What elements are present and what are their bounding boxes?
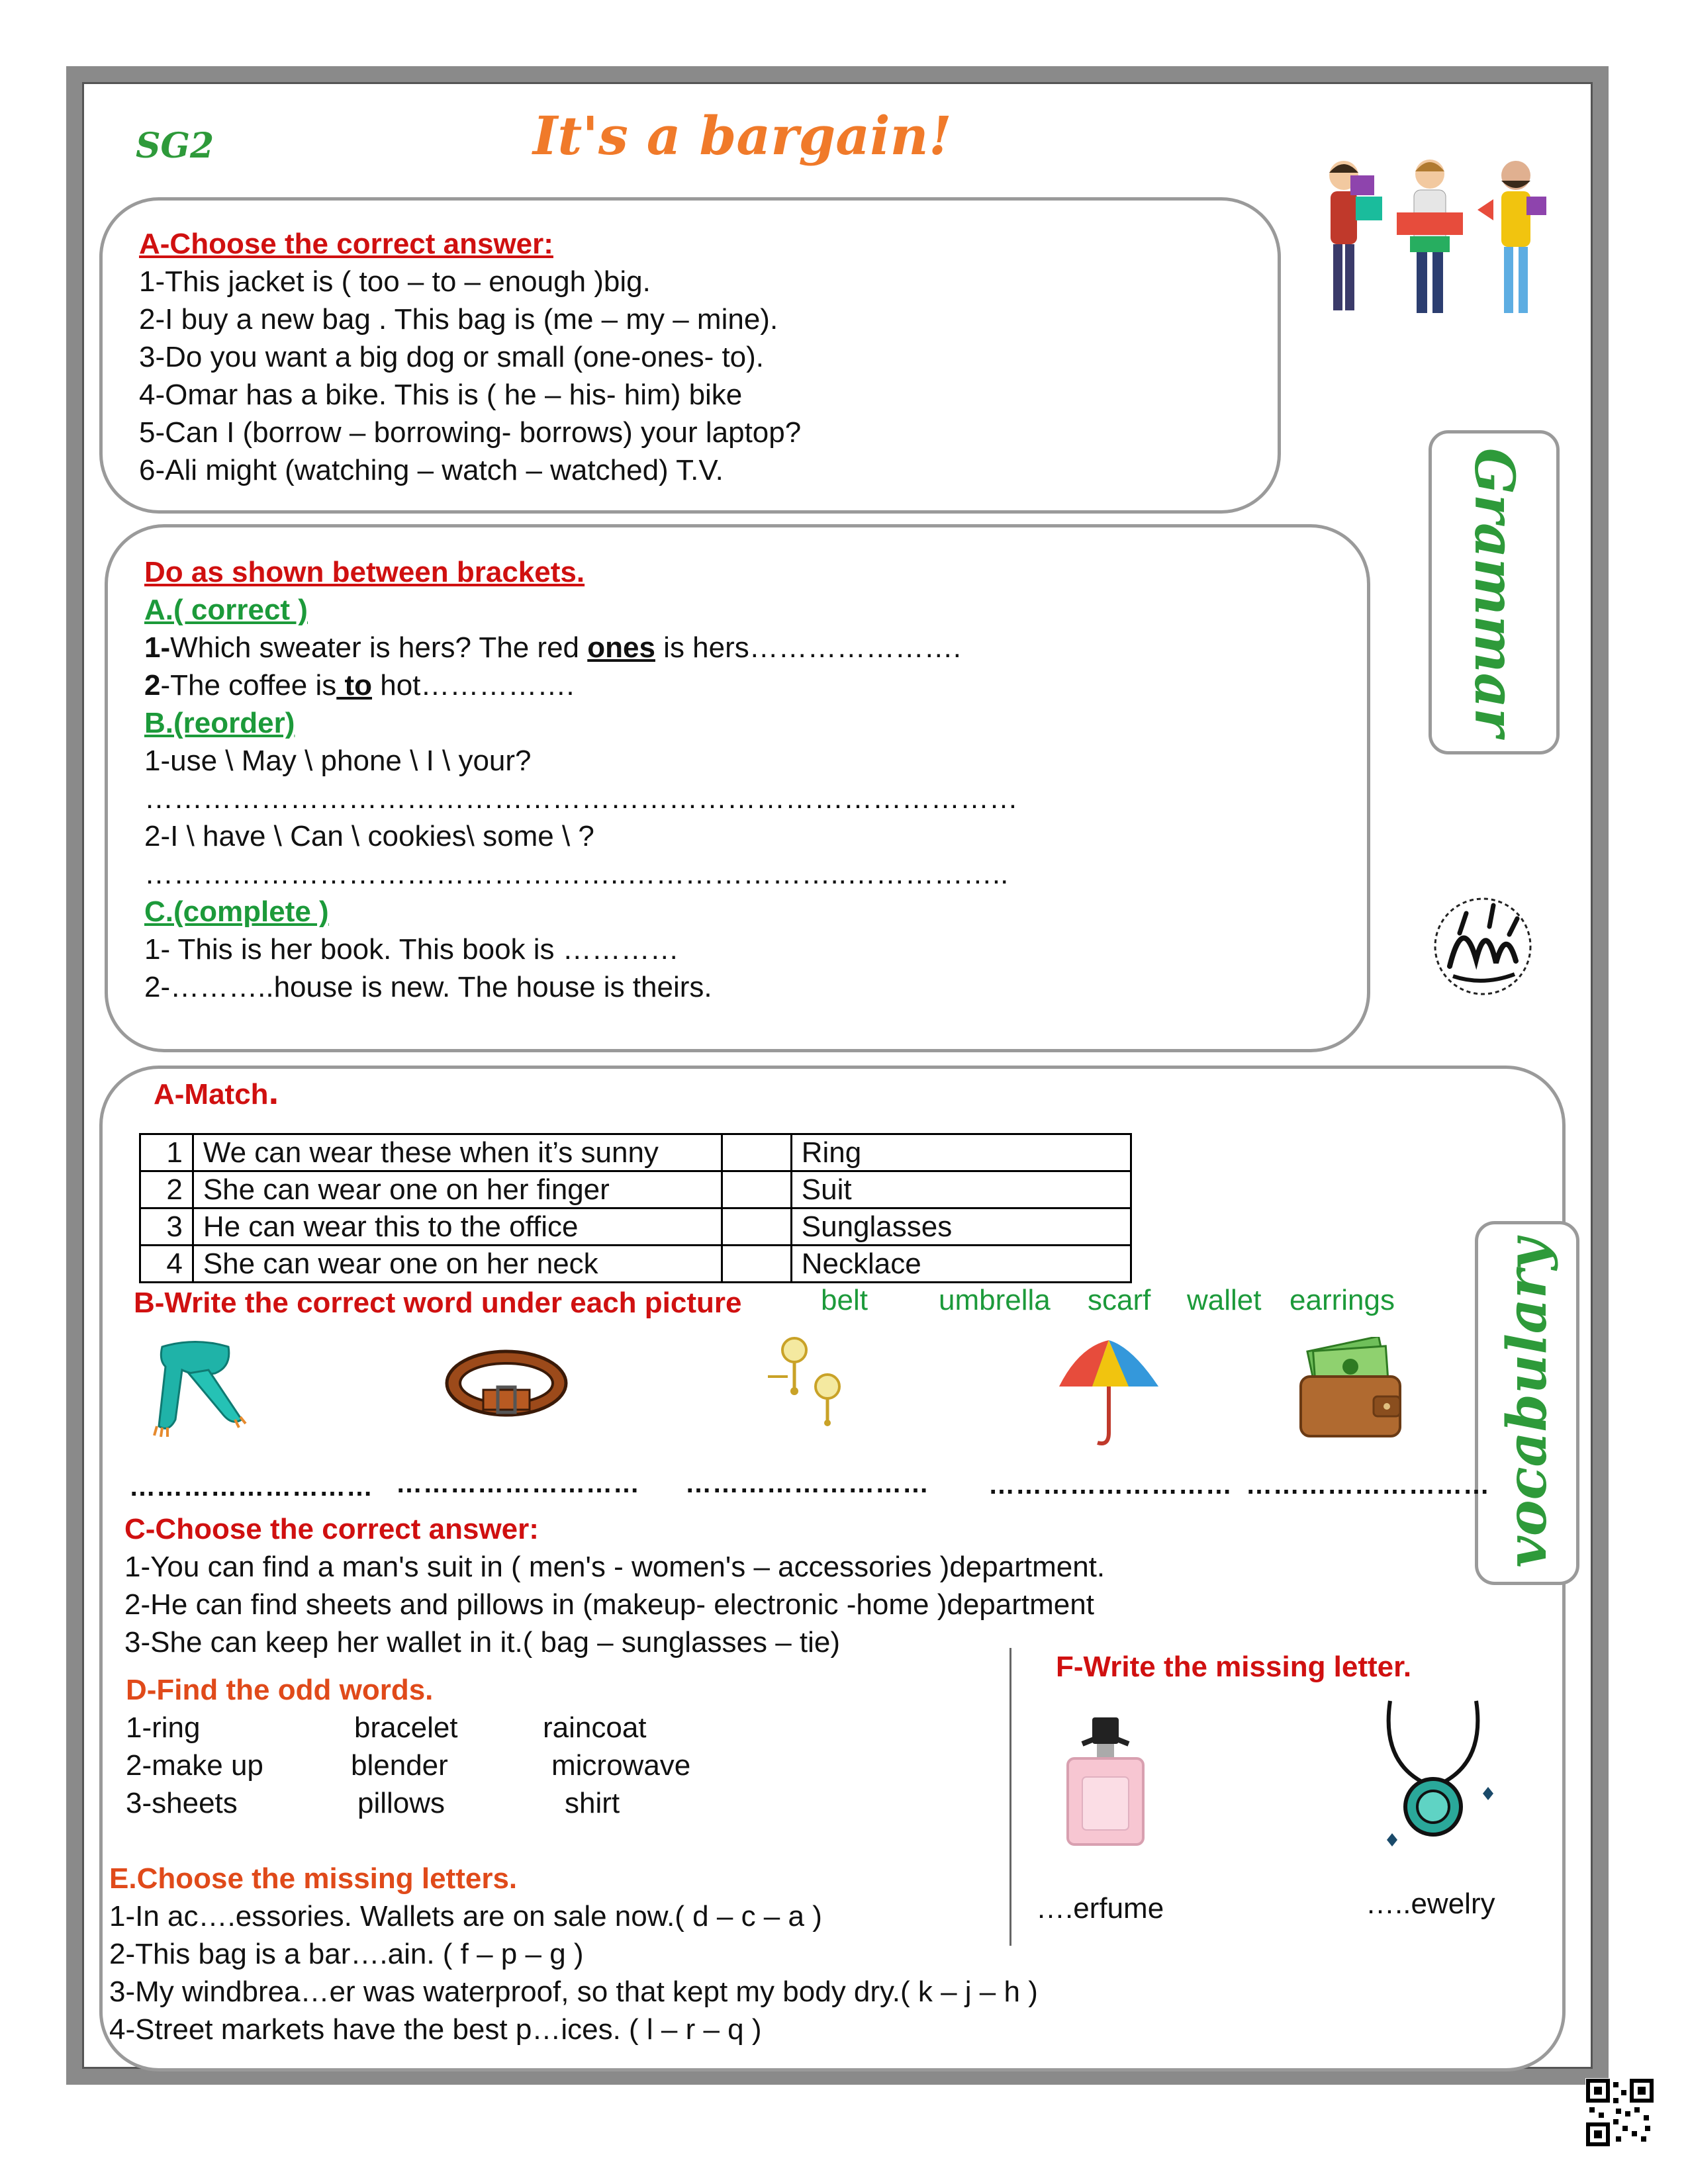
vocab-choose-item-1: 1-You can find a man's suit in ( men's - women's – accessories )department. [124,1551,1105,1583]
odd-words-row-3-a: 3-sheets [126,1787,238,1819]
match-description: She can wear one on her neck [193,1246,722,1283]
vocab-choose-item-2: 2-He can find sheets and pillows in (makeup- electronic -home )department [124,1588,1094,1621]
match-option: Ring [791,1134,1131,1171]
match-answer-cell[interactable] [722,1208,791,1246]
match-answer-cell[interactable] [722,1134,791,1171]
match-option: Necklace [791,1246,1131,1283]
odd-words-row-1-b: bracelet [354,1711,458,1744]
match-number: 4 [140,1246,193,1283]
correct-item-1: 1-Which sweater is hers? The red ones is hers…………………. [144,631,961,664]
missing-letters-heading: E.Choose the missing letters. [109,1862,518,1895]
level-label: SG2 [136,126,214,166]
match-row [140,1134,1131,1171]
vocabulary-side-label [1475,1221,1579,1585]
vocab-choose-heading: C-Choose the correct answer: [124,1513,539,1545]
page-title: It's a bargain! [533,105,952,167]
match-table [139,1133,1132,1283]
match-row [140,1246,1131,1283]
grammar-choose-heading: A-Choose the correct answer: [139,228,553,260]
missing-letters-item-3: 3-My windbrea…er was waterproof, so that kept my body dry.( k – j – h ) [109,1976,1038,2008]
grammar-choose-item-4: 4-Omar has a bike. This is ( he – his- him) bike [139,379,743,411]
missing-letters-item-1: 1-In ac….essories. Wallets are on sale now.( d – c – a ) [109,1900,822,1933]
word-bank-wallet: wallet [1187,1284,1262,1316]
grammar-choose-item-6: 6-Ali might (watching – watch – watched) T.V. [139,454,724,486]
grammar-choose-item-5: 5-Can I (borrow – borrowing- borrows) your laptop? [139,416,802,449]
grammar-choose-item-1: 1-This jacket is ( too – to – enough )big. [139,265,651,298]
grammar-side-label [1429,430,1560,754]
word-bank-belt: belt [821,1284,868,1316]
picture-answer-blank-4[interactable]: ……………………… [988,1471,1233,1500]
word-bank-scarf: scarf [1088,1284,1151,1316]
qr-code-graphic [1585,2078,1654,2147]
match-option: Sunglasses [791,1208,1131,1246]
picture-answer-blank-2[interactable]: ……………………… [396,1469,640,1498]
odd-words-row-2-c: microwave [551,1749,691,1782]
match-row [140,1171,1131,1208]
complete-heading: C.(complete ) [144,895,329,928]
umbrella-picture [1053,1334,1165,1453]
match-row [140,1208,1131,1246]
match-heading: A-Match. [154,1070,279,1112]
match-option: Suit [791,1171,1131,1208]
wallet-picture [1294,1337,1407,1443]
missing-letters-item-4: 4-Street markets have the best p…ices. ( l – r – q ) [109,2013,762,2046]
complete-item-1: 1- This is her book. This book is ………… [144,933,679,966]
belt-picture [444,1343,569,1423]
reorder-item-2: 2-I \ have \ Can \ cookies\ some \ ? [144,820,594,852]
odd-words-row-3-c: shirt [565,1787,620,1819]
picture-answer-blank-1[interactable]: ……………………… [129,1473,373,1502]
grammar-brackets-heading: Do as shown between brackets. [144,556,585,588]
match-description: He can wear this to the office [193,1208,722,1246]
grammar-label-text: Grammar [1462,447,1526,737]
odd-words-heading: D-Find the odd words. [126,1674,434,1706]
correct-heading: A.( correct ) [144,594,308,626]
scarf-picture [142,1334,248,1439]
picture-answer-blank-5[interactable]: ……………………… [1246,1471,1490,1500]
picture-answer-blank-3[interactable]: ……………………… [685,1469,929,1498]
word-bank-earrings: earrings [1289,1284,1395,1316]
odd-words-row-1-a: 1-ring [126,1711,201,1744]
shopper-middle [1397,159,1463,313]
match-number: 2 [140,1171,193,1208]
section-divider [1009,1648,1011,1946]
perfume-picture [1056,1714,1155,1853]
reorder-answer-line-2: …………………………………………..…………………..…………….. [144,858,1009,890]
shopper-right [1477,161,1546,313]
picture-words-heading: B-Write the correct word under each picture [134,1287,742,1319]
reorder-heading: B.(reorder) [144,707,295,739]
match-number: 1 [140,1134,193,1171]
necklace-picture [1367,1694,1499,1860]
match-description: We can wear these when it’s sunny [193,1134,722,1171]
shoppers-illustration [1304,149,1556,328]
grammar-choose-item-3: 3-Do you want a big dog or small (one-ones- to). [139,341,765,373]
odd-words-row-2-b: blender [351,1749,448,1782]
vocabulary-label-text: vocabulary [1495,1238,1559,1568]
shopper-left [1329,161,1382,310]
match-answer-cell[interactable] [722,1171,791,1208]
missing-letters-item-2: 2-This bag is a bar….ain. ( f – p – g ) [109,1938,584,1970]
odd-words-row-2-a: 2-make up [126,1749,263,1782]
match-description: She can wear one on her finger [193,1171,722,1208]
reorder-item-1: 1-use \ May \ phone \ I \ your? [144,745,532,777]
missing-letter-heading: F-Write the missing letter. [1056,1651,1412,1683]
grammar-choose-item-2: 2-I buy a new bag . This bag is (me – my – mine). [139,303,778,336]
match-number: 3 [140,1208,193,1246]
word-bank-umbrella: umbrella [939,1284,1051,1316]
odd-words-row-3-b: pillows [357,1787,445,1819]
perfume-blank[interactable]: ….erfume [1036,1892,1164,1925]
qr-code [1585,2078,1654,2147]
calligraphy-emblem [1423,887,1542,1006]
complete-item-2: 2-………..house is new. The house is theirs. [144,971,712,1003]
vocab-choose-item-3: 3-She can keep her wallet in it.( bag – sunglasses – tie) [124,1626,841,1659]
earrings-picture [755,1330,861,1430]
jewelry-blank[interactable]: …..ewelry [1366,1888,1495,1920]
reorder-answer-line-1: ……………………………………………………………………………… [144,782,1018,815]
match-answer-cell[interactable] [722,1246,791,1283]
odd-words-row-1-c: raincoat [543,1711,647,1744]
correct-item-2: 2-The coffee is to hot……………. [144,669,575,702]
